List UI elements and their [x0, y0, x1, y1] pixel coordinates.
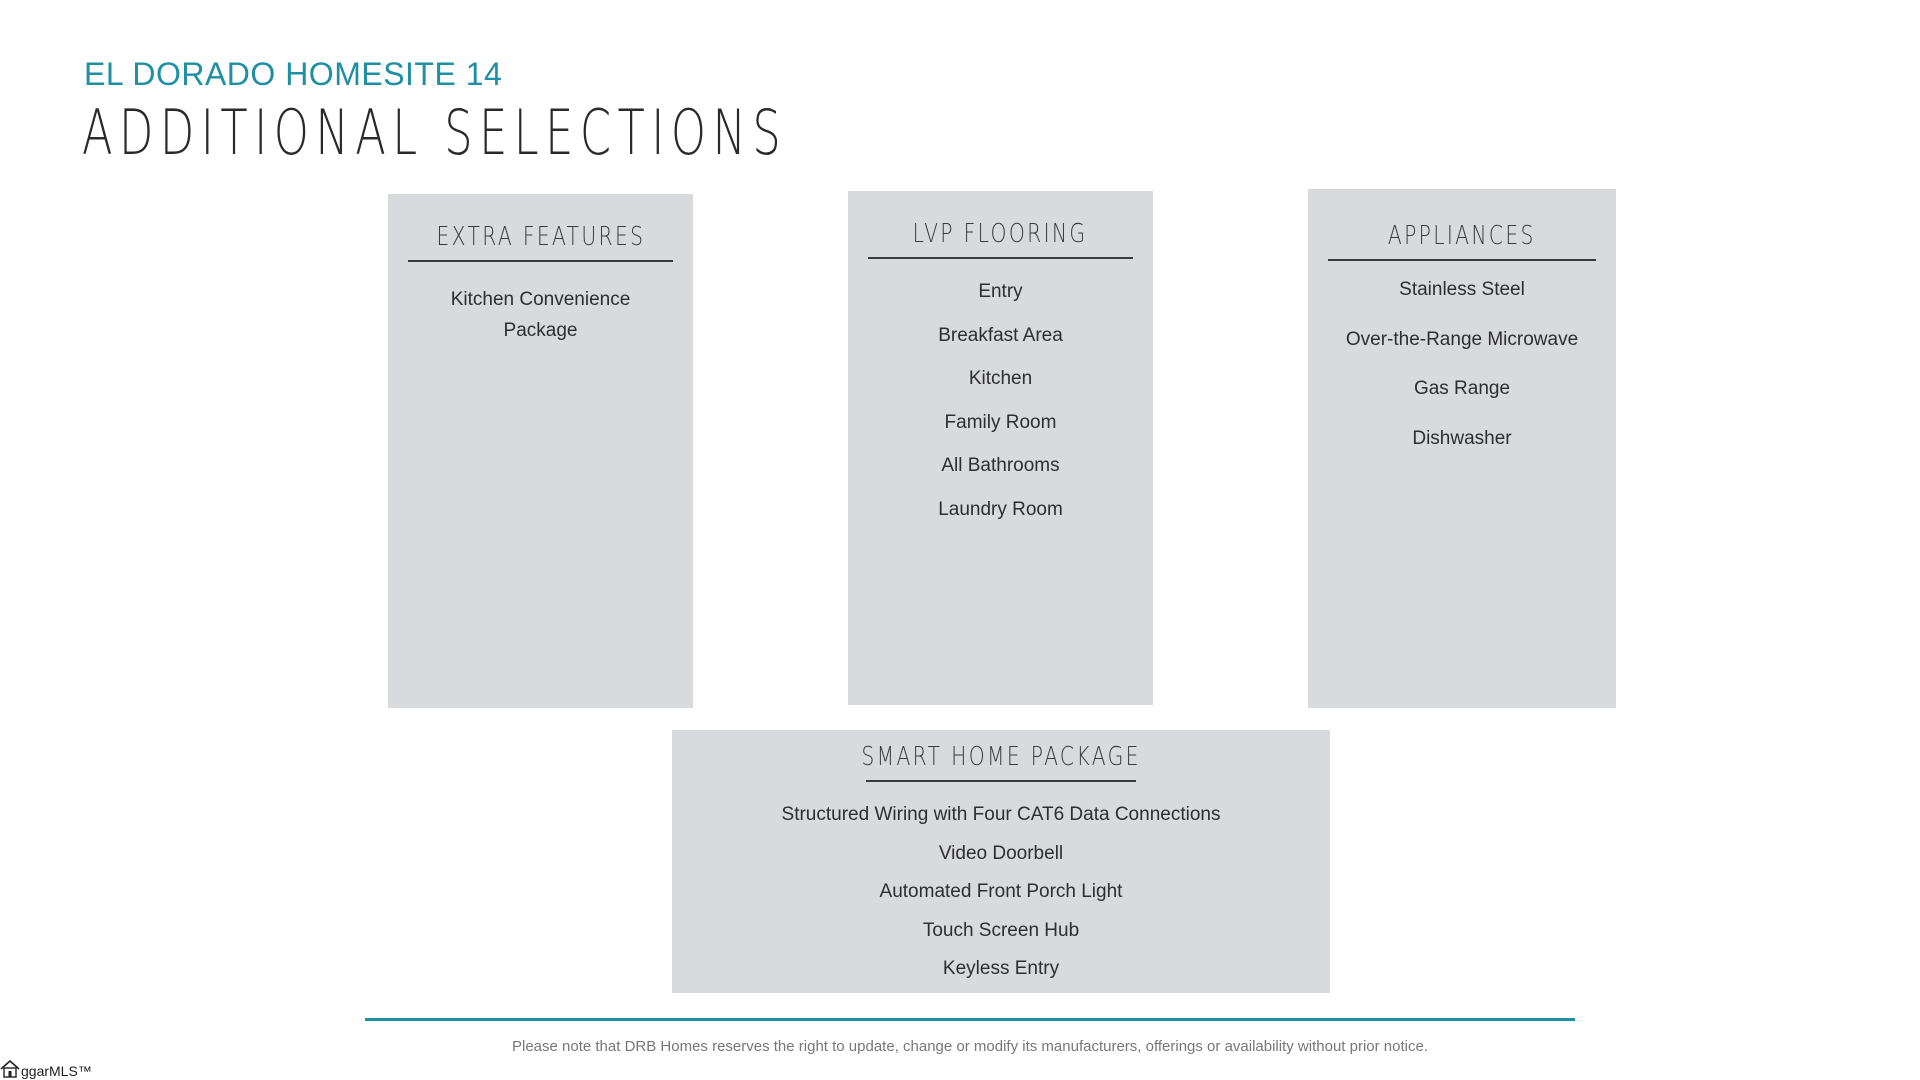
- heading-divider: [868, 257, 1133, 259]
- disclaimer-text: Please note that DRB Homes reserves the right to update, change or modify its manufacturers, offerings or availability without prior notice.: [511, 1038, 1428, 1055]
- smart-home-card: [672, 730, 1330, 993]
- list-item: Package: [503, 320, 578, 341]
- list-item: Over-the-Range Microwave: [1345, 328, 1579, 350]
- list-item: Stainless Steel: [1399, 279, 1525, 300]
- extra-features-list: [388, 284, 693, 346]
- list-item: Kitchen: [968, 368, 1033, 389]
- extra-features-card: [388, 194, 693, 708]
- appliances-heading: APPLIANCES: [1388, 221, 1536, 251]
- list-item: Structured Wiring with Four CAT6 Data Connections: [781, 804, 1221, 825]
- list-item: Dishwasher: [1412, 427, 1512, 449]
- lvp-flooring-heading: LVP FLOORING: [913, 219, 1088, 249]
- page-title: ADDITIONAL SELECTIONS: [82, 96, 788, 169]
- list-item: Family Room: [944, 411, 1057, 433]
- mls-logo-text: ggarMLS™: [21, 1063, 92, 1079]
- list-item: All Bathrooms: [941, 455, 1060, 476]
- lvp-flooring-list: [848, 277, 1153, 538]
- page-subtitle: EL DORADO HOMESITE 14: [84, 56, 503, 92]
- extra-features-heading: EXTRA FEATURES: [436, 222, 645, 252]
- list-item: Automated Front Porch Light: [879, 881, 1123, 902]
- list-item: Touch Screen Hub: [922, 919, 1080, 941]
- list-item: Video Doorbell: [938, 842, 1064, 864]
- list-item: Gas Range: [1413, 378, 1511, 399]
- list-item: Breakfast Area: [938, 324, 1063, 346]
- list-item: Laundry Room: [938, 498, 1063, 520]
- heading-divider: [408, 260, 673, 262]
- smart-home-list: [672, 800, 1330, 993]
- smart-home-heading: SMART HOME PACKAGE: [861, 742, 1141, 772]
- heading-divider: [1328, 259, 1596, 261]
- heading-divider: [866, 780, 1136, 782]
- list-item: Keyless Entry: [942, 958, 1060, 979]
- list-item: Kitchen Convenience: [450, 289, 631, 310]
- mls-logo: [0, 1060, 92, 1078]
- list-item: Entry: [978, 281, 1023, 302]
- lvp-flooring-card: [848, 191, 1153, 705]
- house-icon: [0, 1060, 20, 1078]
- appliances-card: [1308, 189, 1616, 708]
- appliances-list: [1308, 275, 1616, 473]
- footer-divider: [365, 1018, 1575, 1021]
